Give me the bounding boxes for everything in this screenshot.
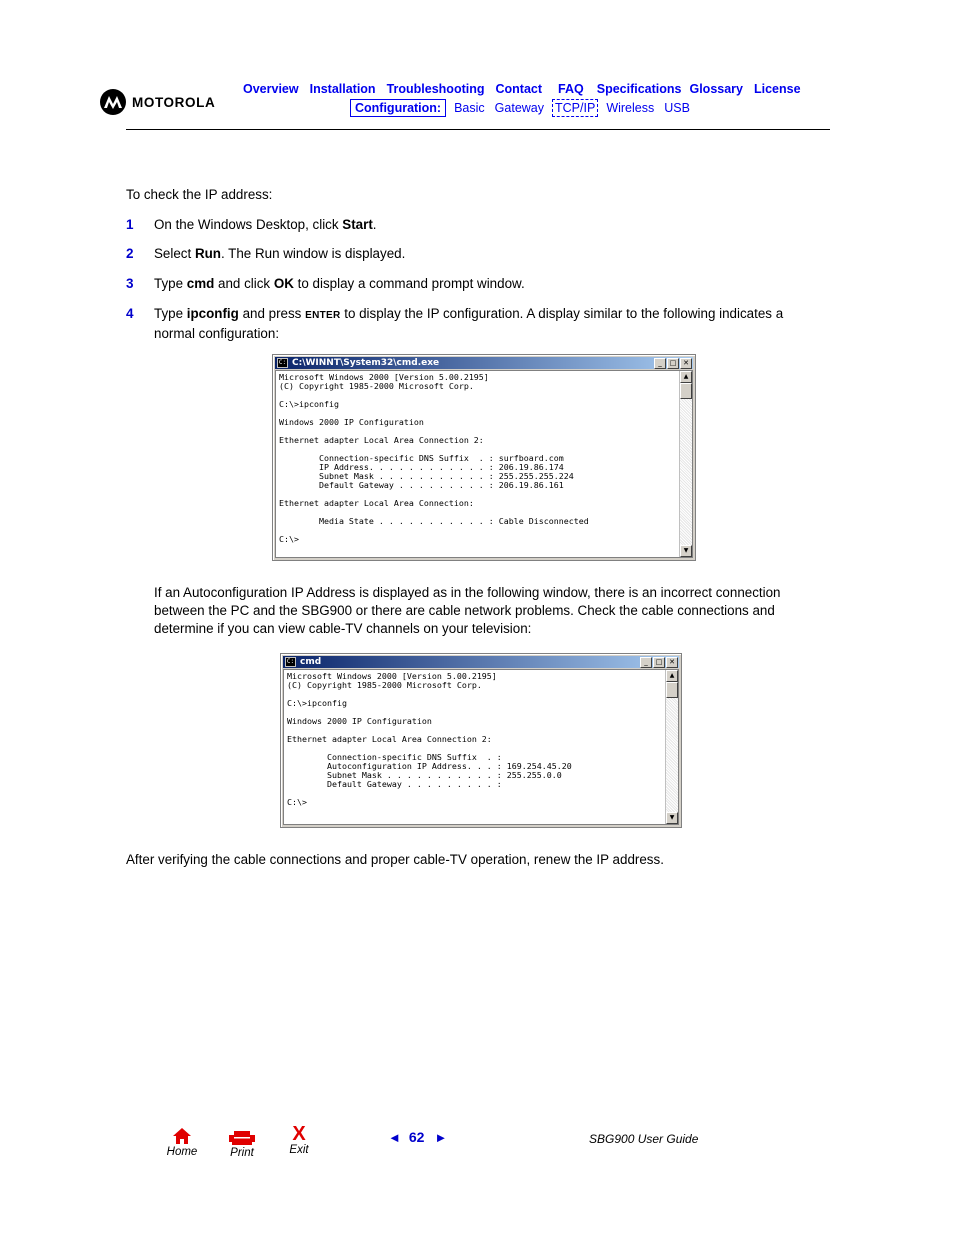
nav-troubleshooting[interactable]: Troubleshooting	[386, 82, 485, 96]
step-3-text: Type cmd and click OK to display a command prompt window.	[154, 276, 525, 291]
autoconfig-paragraph: If an Autoconfiguration IP Address is displayed as in the following window, there is an incorrect connection between the PC and the SBG900 or there are cable network problems. Check the cable connections and determine if you can view cable-TV channels on your television:	[154, 585, 781, 636]
nav-specifications[interactable]: Specifications	[596, 82, 682, 96]
minimize-icon[interactable]: _	[654, 358, 666, 369]
console-area	[283, 669, 679, 825]
close-icon[interactable]: ✕	[680, 358, 692, 369]
console-output: Microsoft Windows 2000 [Version 5.00.2195] (C) Copyright 1985-2000 Microsoft Corp. C:\>ipconfig Windows 2000 IP Configuration Ethernet adapter Local Area Connection 2: Connection-specific DNS Suffix . : surfboard.com IP Address. . . . . . . . . . . . : 206.19.86.174 Subnet Mask . . . . . . . . . . . : 255.255.255.224 Default Gateway . . . . . . . . . : 206.19.86.161 Ethernet adapter Local Area Connection: Media State . . . . . . . . . . . : Cable Disconnected C:\>	[279, 372, 589, 544]
logo-wordmark: MOTOROLA	[132, 94, 216, 110]
scroll-down-icon[interactable]: ▼	[666, 812, 678, 824]
subnav-basic[interactable]: Basic	[454, 101, 485, 115]
subnav-gateway[interactable]: Gateway	[494, 101, 545, 115]
subnav-tcpip-current[interactable]: TCP/IP	[552, 99, 598, 117]
vertical-scrollbar[interactable]	[679, 371, 692, 557]
next-page-icon[interactable]: ►	[434, 1129, 448, 1145]
nav-glossary[interactable]: Glossary	[689, 82, 743, 96]
nav-installation[interactable]: Installation	[309, 82, 376, 96]
top-navigation	[243, 82, 812, 96]
exit-label: Exit	[289, 1144, 309, 1156]
nav-license[interactable]: License	[754, 82, 801, 96]
printer-icon	[228, 1131, 256, 1145]
guide-title: SBG900 User Guide	[589, 1132, 699, 1146]
step-3-number: 3	[126, 276, 134, 291]
console-output: Microsoft Windows 2000 [Version 5.00.2195] (C) Copyright 1985-2000 Microsoft Corp. C:\>ipconfig Windows 2000 IP Configuration Ethernet adapter Local Area Connection 2: Connection-specific DNS Suffix . : Autoconfiguration IP Address. . . : 169.254.45.20 Subnet Mask . . . . . . . . . . . : 255.255.0.0 Default Gateway . . . . . . . . . : C:\>	[287, 671, 572, 807]
nav-configuration[interactable]: Configuration:	[350, 99, 446, 117]
intro-text: To check the IP address:	[126, 187, 273, 202]
header-divider	[126, 129, 830, 130]
minimize-icon[interactable]: _	[640, 657, 652, 668]
window-title: cmd	[300, 657, 322, 667]
nav-overview[interactable]: Overview	[243, 82, 299, 96]
console-icon: C:	[286, 658, 295, 665]
step-4-number: 4	[126, 306, 134, 321]
step-4-text: Type ipconfig and press ENTER to display the IP configuration. A display similar to the following indicates a normal configuration:	[154, 306, 784, 341]
console-icon: C:	[278, 359, 287, 366]
print-button[interactable]	[224, 1131, 260, 1159]
step-1-number: 1	[126, 217, 134, 232]
cmd-window-normal	[272, 354, 696, 561]
close-icon[interactable]: ✕	[666, 657, 678, 668]
nav-contact[interactable]: Contact	[495, 82, 543, 96]
subnav-usb[interactable]: USB	[664, 101, 690, 115]
house-icon	[172, 1127, 192, 1145]
window-titlebar	[275, 357, 693, 369]
page-navigator	[388, 1129, 447, 1145]
page-number: 62	[408, 1129, 425, 1145]
exit-button[interactable]	[282, 1124, 316, 1156]
window-titlebar	[283, 656, 679, 668]
configuration-subnav	[350, 99, 700, 117]
subnav-wireless[interactable]: Wireless	[606, 101, 655, 115]
step-2-number: 2	[126, 246, 134, 261]
motorola-batwing-icon	[100, 89, 126, 115]
motorola-logo	[100, 89, 215, 115]
closing-text: After verifying the cable connections and proper cable-TV operation, renew the IP address.	[126, 852, 664, 867]
scroll-up-icon[interactable]: ▲	[680, 371, 692, 383]
console-area	[275, 370, 693, 558]
maximize-icon[interactable]: □	[667, 358, 679, 369]
step-1-text: On the Windows Desktop, click Start.	[154, 217, 377, 232]
print-label: Print	[230, 1147, 254, 1159]
vertical-scrollbar[interactable]	[665, 670, 678, 824]
maximize-icon[interactable]: □	[653, 657, 665, 668]
nav-faq[interactable]: FAQ	[558, 82, 584, 96]
home-label: Home	[166, 1146, 198, 1158]
step-2-text: Select Run. The Run window is displayed.	[154, 246, 406, 261]
home-button[interactable]	[164, 1127, 200, 1158]
scroll-up-icon[interactable]: ▲	[666, 670, 678, 682]
previous-page-icon[interactable]: ◄	[388, 1129, 401, 1145]
scroll-thumb[interactable]	[680, 383, 692, 399]
cmd-window-autoconfig	[280, 653, 682, 828]
scroll-thumb[interactable]	[666, 682, 678, 698]
window-title: C:\WINNT\System32\cmd.exe	[292, 358, 440, 368]
x-icon: X	[292, 1123, 306, 1145]
scroll-down-icon[interactable]: ▼	[680, 545, 692, 557]
